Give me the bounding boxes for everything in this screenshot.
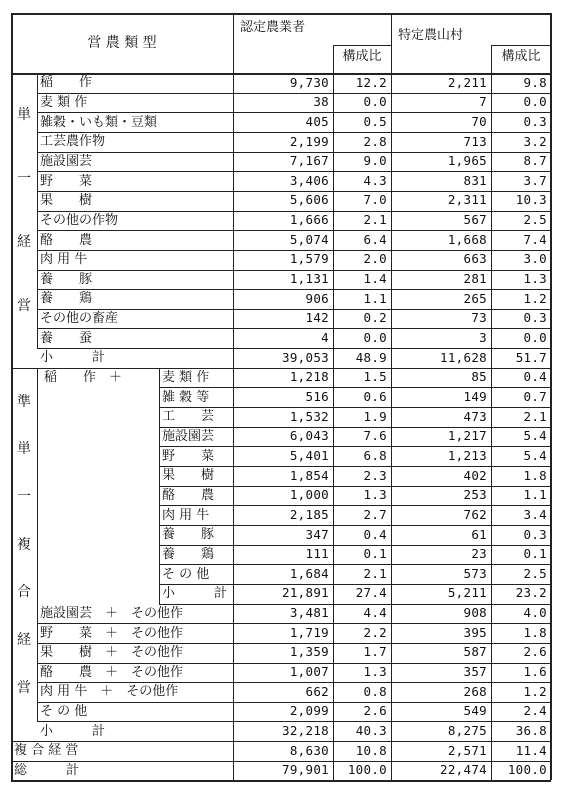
ratio-a: 1.1 — [363, 290, 387, 306]
ratio-a: 1.3 — [363, 664, 387, 680]
value-a: 1,579 — [289, 251, 329, 267]
ratio-b: 0.3 — [523, 113, 547, 129]
value-b: 5,211 — [447, 585, 487, 601]
ratio-a: 9.0 — [363, 153, 387, 169]
value-b: 549 — [463, 703, 487, 719]
header-col-b-ratio: 構成比 — [501, 48, 541, 64]
single-group-label-char: 単 — [17, 106, 31, 123]
ratio-b: 10.3 — [515, 192, 547, 208]
value-a: 662 — [305, 683, 329, 699]
ratio-a: 2.6 — [363, 703, 387, 719]
section-line-2 — [11, 741, 551, 742]
ratio-b-top — [491, 45, 551, 46]
single-row-label: 肉 用 牛 — [40, 252, 88, 268]
value-b: 23 — [471, 546, 487, 562]
value-a: 2,185 — [289, 506, 329, 522]
ratio-a: 1.4 — [363, 271, 387, 287]
grand-total-label: 総 計 — [14, 763, 80, 779]
ratio-b: 0.4 — [523, 369, 547, 385]
ratio-b: 0.3 — [523, 526, 547, 542]
value-a: 1,007 — [289, 664, 329, 680]
group-single-line — [37, 73, 38, 348]
single-row-label: 酪 農 — [40, 232, 93, 248]
quasi-row-label: 施設園芸 ＋ その他作 — [40, 605, 184, 621]
header-category: 営 農 類 型 — [87, 35, 157, 51]
value-b: 908 — [463, 605, 487, 621]
value-a: 1,532 — [289, 408, 329, 424]
ratio-a: 6.4 — [363, 231, 387, 247]
farm-type-table — [11, 13, 551, 798]
single-group-label-char: 経 — [17, 234, 31, 251]
value-b: 1,213 — [447, 447, 487, 463]
ratio-b: 1.2 — [523, 683, 547, 699]
value-b: 357 — [463, 664, 487, 680]
value-b: 1,217 — [447, 428, 487, 444]
value-b: 85 — [471, 369, 487, 385]
header-line — [11, 73, 551, 75]
value-b: 713 — [463, 133, 487, 149]
ratio-b: 0.7 — [523, 388, 547, 404]
value-b: 663 — [463, 251, 487, 267]
compound-label: 複 合 経 営 — [14, 743, 79, 759]
value-a: 405 — [305, 113, 329, 129]
ratio-a: 1.9 — [363, 408, 387, 424]
value-b: 11,628 — [440, 349, 487, 365]
quasi-row-label: 肉 用 牛 ＋ その他作 — [40, 684, 179, 700]
ratio-b: 3.0 — [523, 251, 547, 267]
single-row-label: 野 菜 — [40, 173, 93, 189]
single-row-label: 稲 作 — [40, 75, 93, 91]
quasi-row-label: そ の 他 — [40, 704, 88, 720]
value-a: 1,359 — [289, 644, 329, 660]
value-b: 7 — [479, 94, 487, 110]
ratio-a: 2.8 — [363, 133, 387, 149]
ratio-a: 1.7 — [363, 644, 387, 660]
value-a: 5,606 — [289, 192, 329, 208]
ratio-a: 2.0 — [363, 251, 387, 267]
quasi-row-label: 果 樹 ＋ その他作 — [40, 645, 184, 661]
outer-top — [11, 13, 551, 15]
ratio-a: 2.1 — [363, 212, 387, 228]
single-row-label: 麦 類 作 — [40, 94, 88, 110]
rice-row-label: 酪 農 — [162, 487, 215, 503]
ratio-a: 0.5 — [363, 113, 387, 129]
ratio-b: 1.6 — [523, 664, 547, 680]
ratio-a: 48.9 — [355, 349, 387, 365]
ratio-b: 4.0 — [523, 605, 547, 621]
ratio-b: 36.8 — [515, 723, 547, 738]
value-a: 142 — [305, 310, 329, 326]
ratio-a: 7.6 — [363, 428, 387, 444]
col-ar-line — [333, 45, 334, 780]
value-a: 6,043 — [289, 428, 329, 444]
value-b: 2,311 — [447, 192, 487, 208]
value-a: 1,218 — [289, 369, 329, 385]
ratio-a: 0.1 — [363, 546, 387, 562]
value-a: 21,891 — [282, 585, 329, 601]
ratio-b: 9.8 — [523, 74, 547, 90]
value-a: 1,131 — [289, 271, 329, 287]
ratio-b: 8.7 — [523, 153, 547, 169]
ratio-a: 10.8 — [355, 742, 387, 758]
quasi-group-label-char: 準 — [17, 393, 31, 410]
rice-row-label: 養 鶏 — [162, 546, 215, 562]
value-a: 32,218 — [282, 723, 329, 738]
value-a: 5,401 — [289, 447, 329, 463]
value-b: 61 — [471, 526, 487, 542]
outer-left — [11, 13, 13, 780]
rice-row-label: 施設園芸 — [162, 429, 215, 444]
outer-right — [550, 13, 552, 780]
rice-row-label: 野 菜 — [162, 448, 215, 464]
value-a: 906 — [305, 290, 329, 306]
ratio-b: 1.2 — [523, 290, 547, 306]
ratio-b: 2.5 — [523, 212, 547, 228]
ratio-a: 0.0 — [363, 94, 387, 110]
ratio-b: 3.2 — [523, 133, 547, 149]
value-b: 1,668 — [447, 231, 487, 247]
quasi-row-label: 野 菜 ＋ その他作 — [40, 625, 184, 641]
quasi-group-label-char: 一 — [17, 488, 31, 505]
value-b: 8,275 — [447, 723, 487, 738]
ratio-b: 1.8 — [523, 624, 547, 640]
ratio-b: 2.6 — [523, 644, 547, 660]
ratio-b: 3.7 — [523, 172, 547, 188]
ratio-a: 7.0 — [363, 192, 387, 208]
rice-subtotal-label: 小 計 — [162, 586, 228, 602]
value-a: 39,053 — [282, 349, 329, 365]
ratio-a: 0.8 — [363, 683, 387, 699]
ratio-b: 11.4 — [515, 742, 547, 758]
ratio-a: 2.2 — [363, 624, 387, 640]
col-a-line — [233, 13, 234, 780]
col-b-line — [391, 13, 392, 780]
value-a: 5,074 — [289, 231, 329, 247]
value-b: 3 — [479, 330, 487, 345]
ratio-b: 0.3 — [523, 310, 547, 326]
value-a: 3,481 — [289, 605, 329, 621]
ratio-b: 2.1 — [523, 408, 547, 424]
group-quasi-line — [37, 368, 38, 722]
ratio-b: 0.1 — [523, 546, 547, 562]
ratio-b: 5.4 — [523, 428, 547, 444]
ratio-b: 2.4 — [523, 703, 547, 719]
single-row-label: その他の畜産 — [40, 311, 119, 327]
value-b: 149 — [463, 388, 487, 404]
single-subtotal-label: 小 計 — [40, 350, 106, 366]
value-b: 567 — [463, 212, 487, 228]
rice-row-label: 雑 穀 等 — [162, 389, 210, 405]
ratio-a: 0.2 — [363, 310, 387, 326]
value-b: 1,965 — [447, 153, 487, 169]
quasi-group-label-char: 合 — [17, 584, 31, 601]
ratio-b: 3.4 — [523, 506, 547, 522]
quasi-group-label-char: 営 — [17, 679, 31, 696]
single-row-label: 雑穀・いも類・豆類 — [40, 114, 158, 130]
value-a: 38 — [313, 94, 329, 110]
value-b: 587 — [463, 644, 487, 660]
value-b: 2,211 — [447, 74, 487, 90]
ratio-b: 0.0 — [523, 94, 547, 110]
quasi-group-label-char: 単 — [17, 441, 31, 458]
ratio-a: 2.1 — [363, 565, 387, 581]
ratio-b: 1.8 — [523, 467, 547, 483]
value-a: 3,406 — [289, 172, 329, 188]
rice-row-label: 養 豚 — [162, 527, 215, 543]
value-a: 9,730 — [289, 74, 329, 90]
ratio-b: 1.1 — [523, 487, 547, 503]
ratio-b: 23.2 — [515, 585, 547, 601]
ratio-a: 1.5 — [363, 369, 387, 385]
value-a: 79,901 — [282, 762, 329, 778]
ratio-a: 0.0 — [363, 330, 387, 345]
ratio-a: 2.7 — [363, 506, 387, 522]
quasi-group-label-char: 経 — [17, 631, 31, 648]
ratio-a: 27.4 — [355, 585, 387, 601]
value-a: 111 — [305, 546, 329, 562]
value-b: 762 — [463, 506, 487, 522]
ratio-b: 1.3 — [523, 271, 547, 287]
ratio-a: 0.4 — [363, 526, 387, 542]
value-b: 831 — [463, 172, 487, 188]
ratio-a: 100.0 — [347, 762, 387, 778]
value-a: 1,000 — [289, 487, 329, 503]
value-a: 8,630 — [289, 742, 329, 758]
ratio-a: 4.4 — [363, 605, 387, 621]
ratio-a: 0.6 — [363, 388, 387, 404]
value-a: 347 — [305, 526, 329, 542]
header-col-a: 認定農業者 — [240, 19, 306, 35]
col-br-line — [491, 45, 492, 780]
rice-sub-line — [159, 368, 160, 604]
single-row-label: 養 蚕 — [40, 330, 93, 346]
quasi-row-label: 酪 農 ＋ その他作 — [40, 664, 184, 680]
single-row-label: 果 樹 — [40, 193, 93, 209]
outer-bottom — [11, 780, 551, 782]
value-b: 73 — [471, 310, 487, 326]
value-a: 7,167 — [289, 153, 329, 169]
value-b: 268 — [463, 683, 487, 699]
rice-row-label: 工 芸 — [162, 409, 215, 425]
ratio-a-top — [333, 45, 391, 46]
value-a: 1,854 — [289, 467, 329, 483]
ratio-a: 1.3 — [363, 487, 387, 503]
ratio-a: 12.2 — [355, 74, 387, 90]
ratio-a: 6.8 — [363, 447, 387, 463]
section-line — [11, 368, 551, 369]
header-col-a-ratio: 構成比 — [342, 48, 382, 64]
header-col-b: 特定農山村 — [398, 27, 464, 43]
single-row-label: 施設園芸 — [40, 153, 93, 169]
rice-row-label: そ の 他 — [162, 566, 210, 582]
value-a: 1,719 — [289, 624, 329, 640]
value-a: 2,199 — [289, 133, 329, 149]
value-b: 2,571 — [447, 742, 487, 758]
value-a: 4 — [321, 330, 329, 345]
ratio-b: 5.4 — [523, 447, 547, 463]
value-b: 22,474 — [440, 762, 487, 778]
value-b: 402 — [463, 467, 487, 483]
quasi-group-label-char: 複 — [17, 536, 31, 553]
rice-row-label: 果 樹 — [162, 468, 215, 484]
single-row-label: 養 豚 — [40, 271, 93, 287]
value-a: 516 — [305, 388, 329, 404]
value-b: 253 — [463, 487, 487, 503]
value-b: 573 — [463, 565, 487, 581]
ratio-a: 40.3 — [355, 723, 387, 738]
ratio-a: 2.3 — [363, 467, 387, 483]
value-a: 1,666 — [289, 212, 329, 228]
single-group-label-char: 営 — [17, 298, 31, 315]
rice-row-label: 肉 用 牛 — [162, 507, 210, 523]
single-row-label: その他の作物 — [40, 212, 119, 228]
ratio-b: 7.4 — [523, 231, 547, 247]
ratio-b: 51.7 — [515, 349, 547, 365]
value-b: 473 — [463, 408, 487, 424]
rice-row-label: 麦 類 作 — [162, 370, 210, 386]
ratio-b: 0.0 — [523, 330, 547, 345]
ratio-b: 2.5 — [523, 565, 547, 581]
single-group-label-char: 一 — [17, 170, 31, 187]
value-b: 265 — [463, 290, 487, 306]
ratio-a: 4.3 — [363, 172, 387, 188]
value-b: 395 — [463, 624, 487, 640]
single-row-label: 工芸農作物 — [40, 134, 106, 150]
value-a: 1,684 — [289, 565, 329, 581]
value-a: 2,099 — [289, 703, 329, 719]
value-b: 281 — [463, 271, 487, 287]
quasi-subtotal-label: 小 計 — [40, 723, 106, 739]
single-row-label: 養 鶏 — [40, 291, 93, 307]
ratio-b: 100.0 — [507, 762, 547, 778]
rice-prefix-label: 稲 作 ＋ — [44, 370, 123, 386]
value-b: 70 — [471, 113, 487, 129]
